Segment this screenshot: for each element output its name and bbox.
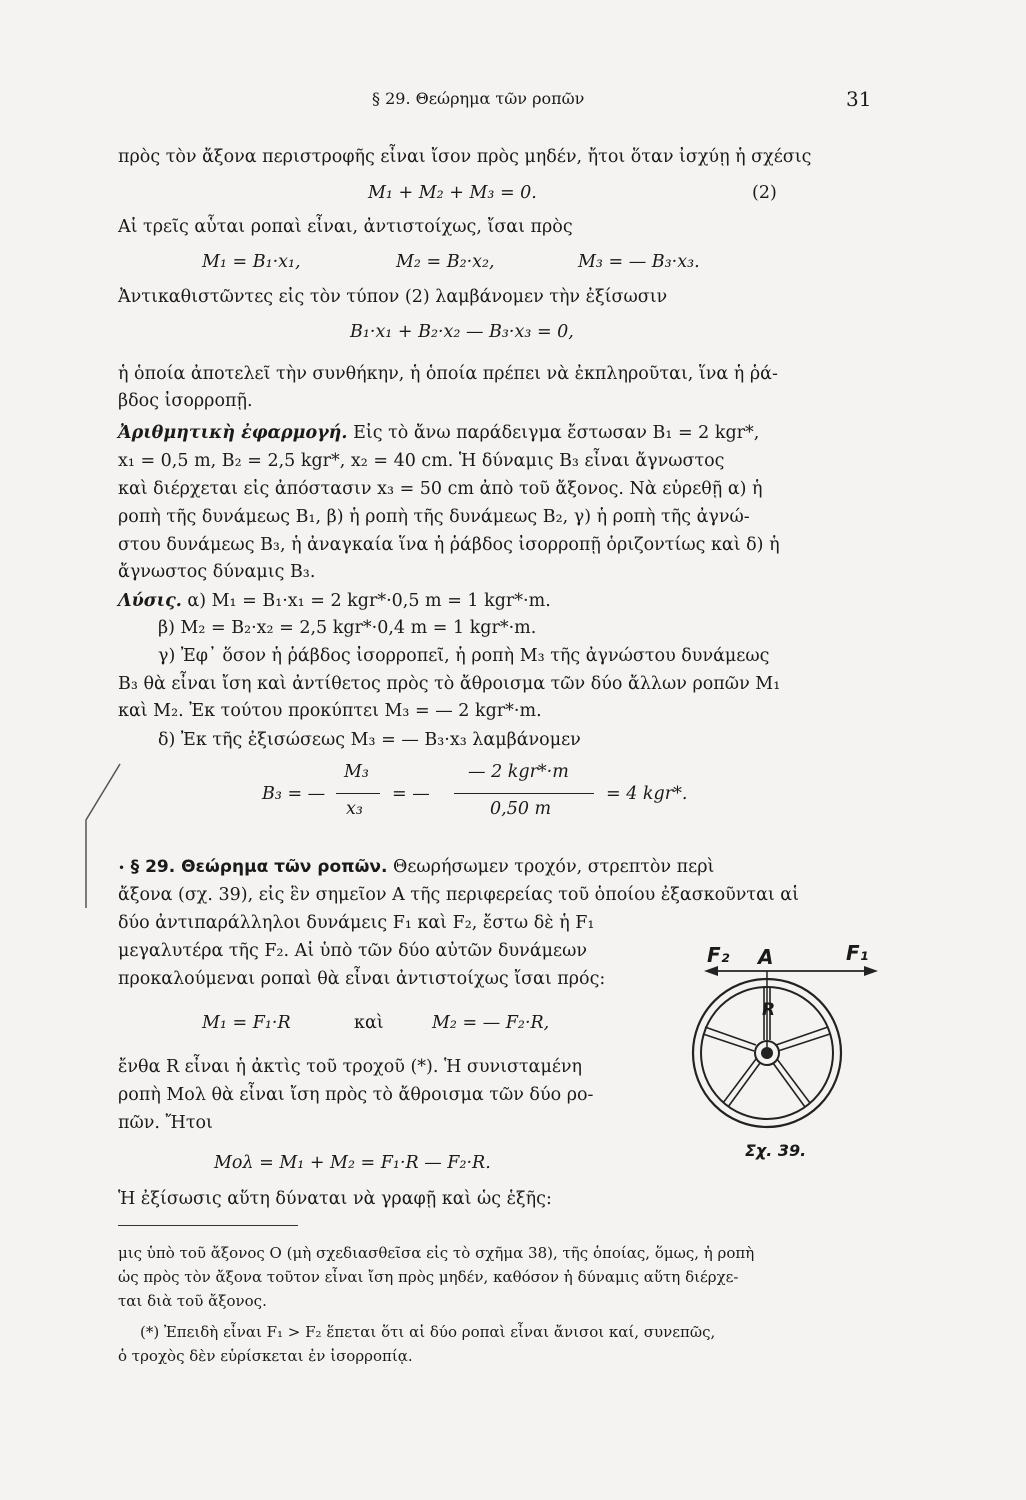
text-line: Ἡ ἐξίσωσις αὕτη δύναται νὰ γραφῇ καὶ ὡς ἑξῆς:: [118, 1189, 552, 1209]
equation-moment-1: M₁ = B₁·x₁,: [202, 252, 301, 272]
axle-point: [761, 1047, 773, 1059]
equation-kai: καὶ: [354, 1013, 384, 1033]
text-line: μεγαλυτέρα τῆς F₂. Αἱ ὑπὸ τῶν δύο αὐτῶν δυνάμεων: [118, 941, 587, 961]
equation-substituted: B₁·x₁ + B₂·x₂ — B₃·x₃ = 0,: [350, 322, 574, 342]
arrow-right-icon: [864, 966, 878, 976]
text-line: Ἀντικαθιστῶντες εἰς τὸν τύπον (2) λαμβάνομεν τὴν ἐξίσωσιν: [118, 287, 668, 307]
text-span: α) M₁ = B₁·x₁ = 2 kgr*·0,5 m = 1 kgr*·m.: [187, 591, 551, 611]
footnote-line: (*) Ἐπειδὴ εἶναι F₁ > F₂ ἕπεται ὅτι αἱ δύο ροπαὶ εἶναι ἄνισοι καί, συνεπῶς,: [140, 1323, 716, 1341]
text-span: Εἰς τὸ ἄνω παράδειγμα ἔστωσαν B₁ = 2 kgr*,: [353, 423, 760, 443]
text-line: πρὸς τὸν ἄξονα περιστροφῆς εἶναι ἴσον πρὸς μηδέν, ἤτοι ὅταν ἰσχύῃ ἡ σχέσις: [118, 147, 812, 167]
fraction-equals: = —: [392, 784, 430, 804]
section-heading-line: [118, 856, 714, 879]
text-line: ροπὴ Mολ θὰ εἶναι ἴση πρὸς τὸ ἄθροισμα τῶν δύο ρο-: [118, 1085, 594, 1105]
text-line: β) M₂ = B₂·x₂ = 2,5 kgr*·0,4 m = 1 kgr*·m.: [158, 618, 537, 638]
text-line: ἔνθα R εἶναι ἡ ἀκτὶς τοῦ τροχοῦ (*). Ἡ συνισταμένη: [118, 1057, 583, 1077]
footnote-line: ται διὰ τοῦ ἄξονος.: [118, 1292, 267, 1310]
application-paragraph: [118, 422, 759, 444]
fraction-1-denominator: x₃: [346, 799, 363, 819]
label-f1: F₁: [846, 941, 869, 965]
equation-2: M₁ + M₂ + M₃ = 0.: [368, 183, 537, 203]
section-bullet: •: [118, 861, 126, 875]
fraction-lhs: B₃ = —: [262, 784, 326, 804]
text-line: ἄγνωστος δύναμις B₃.: [118, 562, 316, 582]
fraction-result: = 4 kgr*.: [606, 784, 688, 804]
fraction-2-denominator: 0,50 m: [490, 799, 552, 819]
footnote-line: ὁ τροχὸς δὲν εὑρίσκεται ἐν ἰσορροπίᾳ.: [118, 1347, 413, 1365]
text-line: B₃ θὰ εἶναι ἴση καὶ ἀντίθετος πρὸς τὸ ἄθροισμα τῶν δύο ἄλλων ροπῶν M₁: [118, 674, 781, 694]
text-line: πῶν. Ἤτοι: [118, 1113, 213, 1133]
text-line: δ) Ἐκ τῆς ἐξισώσεως M₃ = — B₃·x₃ λαμβάνομεν: [158, 730, 581, 750]
arrow-left-icon: [704, 966, 718, 976]
label-r: R: [762, 1000, 776, 1020]
text-line: Αἱ τρεῖς αὗται ροπαὶ εἶναι, ἀντιστοίχως, ἴσαι πρὸς: [118, 217, 573, 237]
figure-caption: Σχ. 39.: [745, 1141, 807, 1160]
text-line: ἄξονα (σχ. 39), εἰς ἓν σημεῖον A τῆς περιφερείας τοῦ ὁποίου ἐξασκοῦνται αἱ: [118, 885, 799, 905]
fraction-1-numerator: M₃: [344, 762, 369, 782]
solution-line: [118, 590, 551, 612]
label-a: A: [758, 945, 774, 969]
text-line: στου δυνάμεως B₃, ἡ ἀναγκαία ἵνα ἡ ῥάβδος ἰσορροπῇ ὁριζοντίως καὶ δ) ἡ: [118, 535, 780, 555]
label-f2: F₂: [707, 943, 730, 967]
section-title: § 29. Θεώρημα τῶν ροπῶν.: [130, 857, 388, 877]
application-label: Ἀριθμητικὴ ἐφαρμογή.: [118, 423, 348, 443]
running-header: § 29. Θεώρημα τῶν ροπῶν: [372, 89, 585, 108]
text-line: καὶ M₂. Ἐκ τούτου προκύπτει M₃ = — 2 kgr*·m.: [118, 701, 542, 721]
text-line: καὶ διέρχεται εἰς ἀπόστασιν x₃ = 50 cm ἀπὸ τοῦ ἄξονος. Νὰ εὑρεθῇ α) ἡ: [118, 479, 763, 499]
text-line: βδος ἰσορροπῇ.: [118, 391, 253, 411]
equation-moment-3: M₃ = — B₃·x₃.: [578, 252, 700, 272]
text-line: προκαλούμεναι ροπαὶ θὰ εἶναι ἀντιστοίχως ἴσαι πρός:: [118, 969, 606, 989]
text-line: ἡ ὁποία ἀποτελεῖ τὴν συνθήκην, ἡ ὁποία πρέπει νὰ ἐκπληροῦται, ἵνα ἡ ῥά-: [118, 364, 778, 384]
fraction-bar: [336, 793, 380, 794]
text-span: Θεωρήσωμεν τροχόν, στρεπτὸν περὶ: [393, 857, 715, 877]
text-line: γ) Ἐφ᾽ ὅσον ἡ ῥάβδος ἰσορροπεῖ, ἡ ροπὴ M₃ τῆς ἀγνώστου δυνάμεως: [158, 646, 770, 666]
equation-m1: M₁ = F₁·R: [202, 1013, 291, 1033]
fraction-bar: [454, 793, 594, 794]
solution-label: Λύσις.: [118, 591, 182, 611]
text-line: x₁ = 0,5 m, B₂ = 2,5 kgr*, x₂ = 40 cm. Ἡ δύναμις B₃ εἶναι ἄγνωστος: [118, 451, 725, 471]
page-number: 31: [846, 87, 872, 111]
equation-total-moment: Mολ = M₁ + M₂ = F₁·R — F₂·R.: [214, 1153, 491, 1173]
footnote-line: μις ὑπὸ τοῦ ἄξονος O (μὴ σχεδιασθεῖσα εἰς τὸ σχῆμα 38), τῆς ὁποίας, ὅμως, ἡ ροπὴ: [118, 1244, 755, 1262]
fraction-2-numerator: — 2 kgr*·m: [468, 762, 569, 782]
footnote-rule: [118, 1225, 298, 1226]
text-line: ροπὴ τῆς δυνάμεως B₁, β) ἡ ροπὴ τῆς δυνάμεως B₂, γ) ἡ ροπὴ τῆς ἀγνώ-: [118, 507, 750, 527]
equation-m2: M₂ = — F₂·R,: [432, 1013, 550, 1033]
equation-number: (2): [752, 183, 777, 203]
equation-moment-2: M₂ = B₂·x₂,: [396, 252, 495, 272]
text-line: δύο ἀντιπαράλληλοι δυνάμεις F₁ καὶ F₂, ἔστω δὲ ἡ F₁: [118, 913, 595, 933]
footnote-line: ὡς πρὸς τὸν ἄξονα τοῦτον εἶναι ἴση πρὸς μηδέν, καθόσον ἡ δύναμις αὕτη διέρχε-: [118, 1268, 739, 1286]
